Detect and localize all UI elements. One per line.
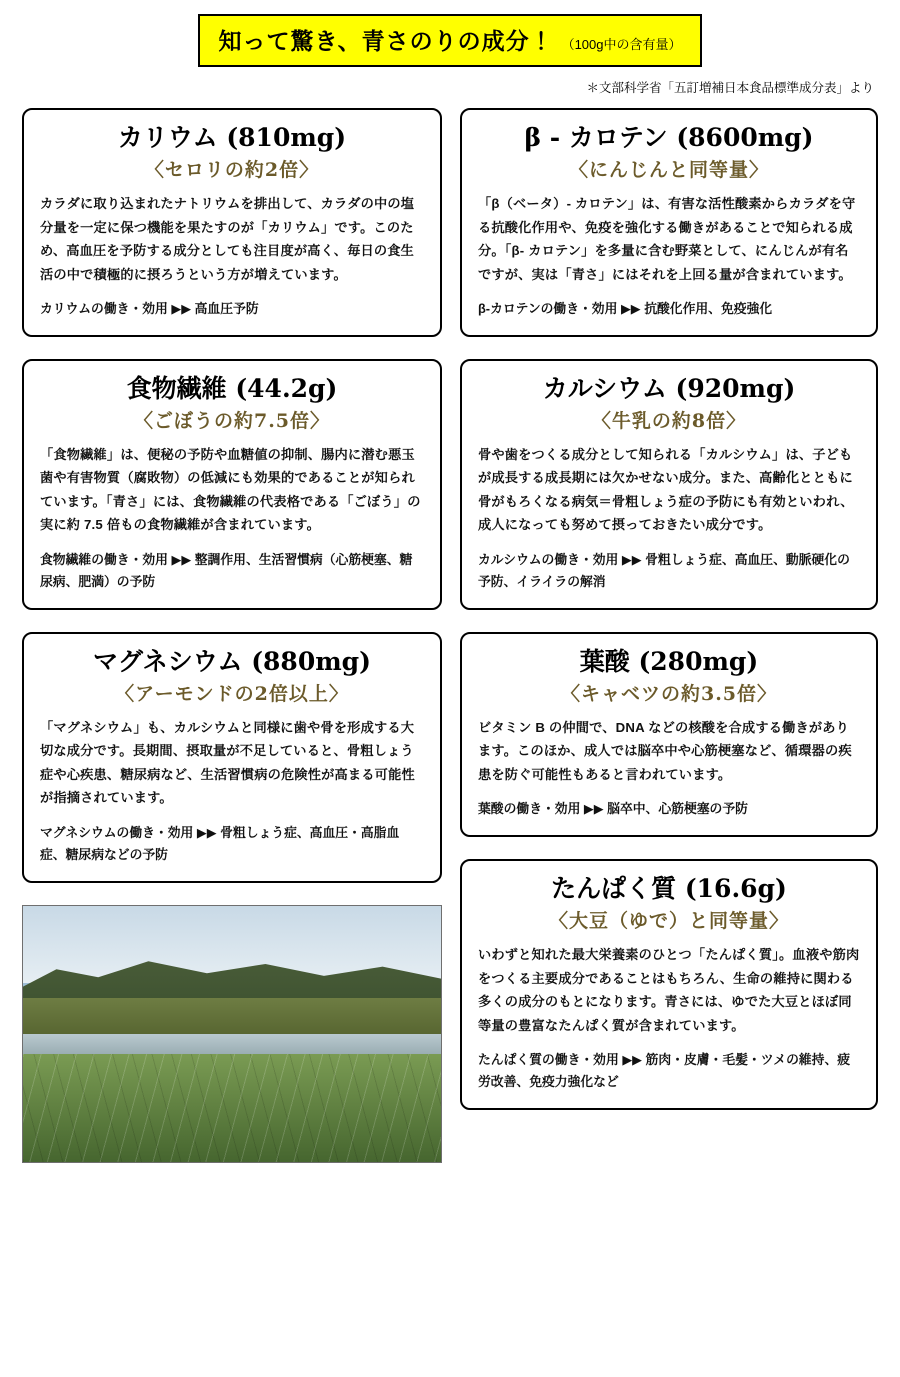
card-subtitle: 〈キャベツの約3.5倍〉 xyxy=(560,682,778,705)
card-effect: カリウムの働き・効用 ▶▶ 高血圧予防 xyxy=(40,301,259,317)
card-title: β - カロテン (8600mg) xyxy=(524,123,814,152)
card-body xyxy=(478,943,860,1037)
right-column xyxy=(460,108,878,1163)
card-body-text: いわずと知れた最大栄養素のひとつ「たんぱく質」。血液や筋肉をつくる主要成分であることはもちろん、生命の維持に関わる多くの成分のもとになります。青さには、ゆでた大豆とほぼ同等量の豊富なたんぱく質が含まれています。 xyxy=(478,947,860,1033)
header-banner xyxy=(198,14,701,67)
card-body-text: 「β（ベータ）- カロテン」は、有害な活性酸素からカラダを守る抗酸化作用や、免疫を強化する働きがあることで知られる成分。「β- カロテン」を多量に含む野菜として、にんじんが有名ですが、実は「青さ」にはそれを上回る量が含まれています。 xyxy=(478,196,856,282)
card-effect: 葉酸の働き・効用 ▶▶ 脳卒中、心筋梗塞の予防 xyxy=(478,801,748,817)
nutrient-card-folic-acid xyxy=(460,632,878,837)
card-body xyxy=(40,443,424,537)
card-title: たんぱく質 (16.6g) xyxy=(551,873,787,903)
card-body xyxy=(40,716,424,810)
card-title: 食物繊維 (44.2g) xyxy=(126,373,338,403)
card-body-text: カラダに取り込まれたナトリウムを排出して、カラダの中の塩分量を一定に保つ機能を果たすのが「カリウム」です。このため、高血圧を予防する成分としても注目度が高く、毎日の食生活の中で積極的に摂ろうという方が増えています。 xyxy=(40,196,415,282)
card-subtitle: 〈ごぼうの約7.5倍〉 xyxy=(133,409,331,432)
card-body-text: 「食物繊維」は、便秘の予防や血糖値の抑制、腸内に潜む悪玉菌や有害物質（腐敗物）の低減にも効果的であることが知られています。「青さ」には、食物繊維の代表格である「ごぼう」の実に約 7.5 倍もの食物繊維が含まれています。 xyxy=(40,446,421,533)
card-subtitle: 〈セロリの約2倍〉 xyxy=(144,159,320,182)
card-body xyxy=(478,716,860,787)
nutrient-card-calcium xyxy=(460,359,878,610)
card-subtitle: 〈にんじんと同等量〉 xyxy=(568,159,769,182)
card-subtitle: 〈牛乳の約8倍〉 xyxy=(591,409,747,432)
card-effect: カルシウムの働き・効用 ▶▶ 骨粗しょう症、高血圧、動脈硬化の予防、イライラの解消 xyxy=(478,551,850,590)
photo-field xyxy=(23,1054,441,1162)
nutrient-card-magnesium xyxy=(22,632,442,883)
card-effect: マグネシウムの働き・効用 ▶▶ 骨粗しょう症、高血圧・高脂血症、糖尿病などの予防 xyxy=(40,824,400,863)
card-body-text: ビタミン B の仲間で、DNA などの核酸を合成する働きがあります。このほか、成人では脳卒中や心筋梗塞など、循環器の疾患を防ぐ可能性もあると言われています。 xyxy=(478,719,852,782)
nutrient-card-beta-carotene xyxy=(460,108,878,337)
card-body-text: 「マグネシウム」も、カルシウムと同様に歯や骨を形成する大切な成分です。長期間、摂取量が不足していると、骨粗しょう症や心疾患、糖尿病など、生活習慣病の危険性が高まる可能性が指摘されています。 xyxy=(40,719,415,806)
nutrient-card-dietary-fiber xyxy=(22,359,442,610)
card-title: カルシウム (920mg) xyxy=(542,373,796,403)
nutrient-card-potassium xyxy=(22,108,442,337)
nutrient-card-protein xyxy=(460,859,878,1110)
left-column xyxy=(22,108,442,1163)
card-body xyxy=(40,192,424,286)
card-subtitle: 〈アーモンドの2倍以上〉 xyxy=(115,682,349,705)
card-effect: β-カロテンの働き・効用 ▶▶ 抗酸化作用、免疫強化 xyxy=(478,301,773,317)
nutrient-card-grid xyxy=(0,96,900,1163)
card-effect: たんぱく質の働き・効用 ▶▶ 筋肉・皮膚・毛髪・ツメの維持、疲労改善、免疫力強化など xyxy=(478,1052,851,1090)
header xyxy=(0,0,900,67)
card-body-text: 骨や歯をつくる成分として知られる「カルシウム」は、子どもが成長する成長期には欠かせない成分。また、高齢化とともに骨がもろくなる病気＝骨粗しょう症の予防にも有効といわれ、成人になっても努めて摂っておきたい成分です。 xyxy=(478,446,854,533)
page-title: 知って驚き、青さのりの成分！ xyxy=(218,28,554,55)
card-title: カリウム (810mg) xyxy=(117,123,347,152)
aosa-farm-photo xyxy=(22,905,442,1163)
card-body xyxy=(478,443,860,537)
card-title: マグネシウム (880mg) xyxy=(93,646,371,676)
photo-treeline xyxy=(23,998,441,1039)
card-effect: 食物繊維の働き・効用 ▶▶ 整調作用、生活習慣病（心筋梗塞、糖尿病、肥満）の予防 xyxy=(40,551,413,590)
card-title: 葉酸 (280mg) xyxy=(579,646,759,676)
card-body xyxy=(478,192,860,286)
page-subtitle: （100g中の含有量） xyxy=(561,37,682,52)
source-note: ＊文部科学省「五訂増補日本食品標準成分表」より xyxy=(586,81,874,95)
card-subtitle: 〈大豆（ゆで）と同等量〉 xyxy=(548,910,789,933)
